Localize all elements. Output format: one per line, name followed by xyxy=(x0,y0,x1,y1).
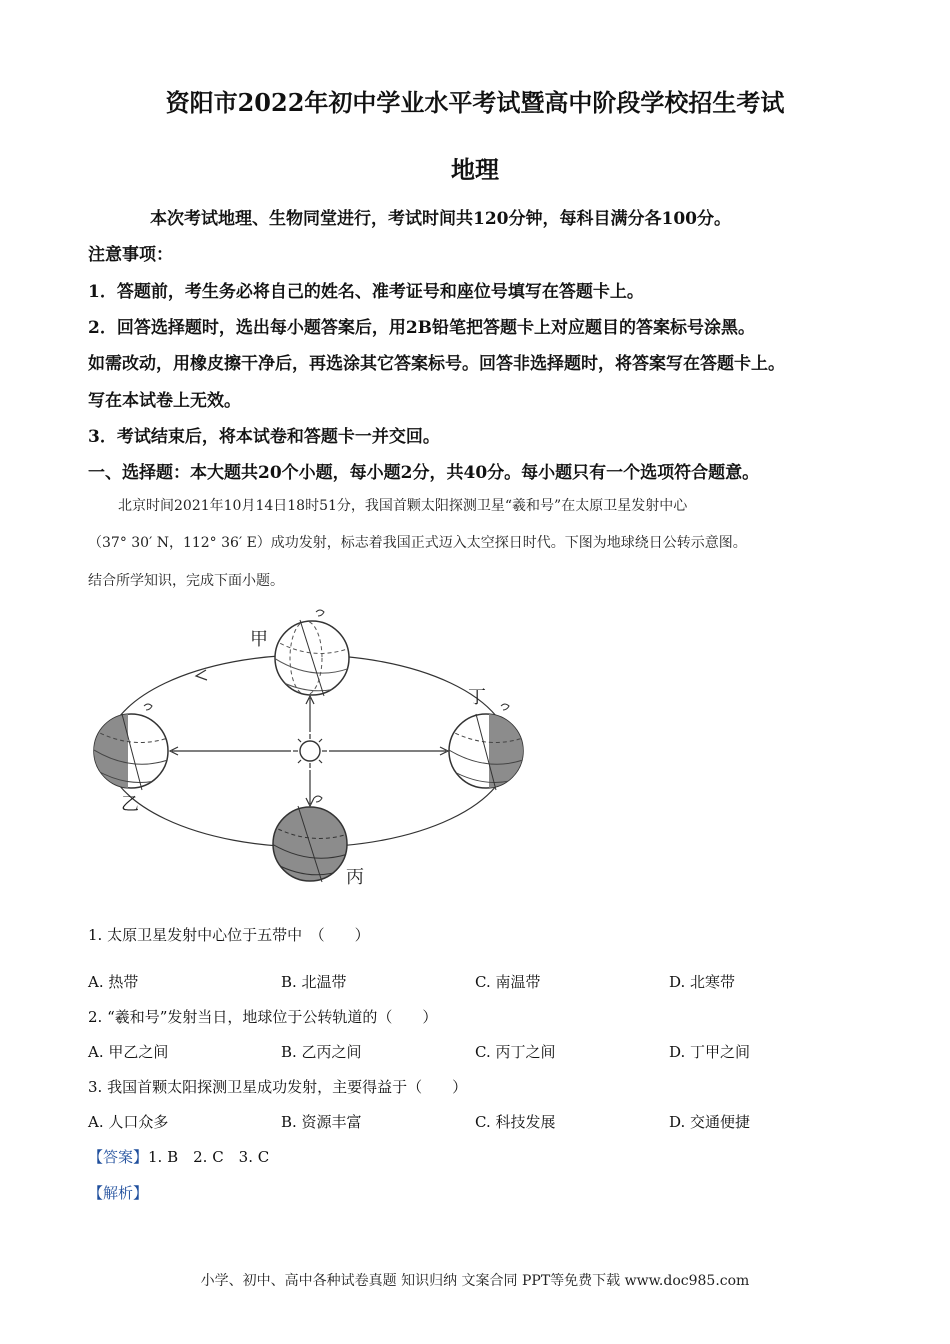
passage-line: 结合所学知识，完成下面小题。 xyxy=(88,573,284,589)
exam-intro: 本次考试地理、生物同堂进行，考试时间共120分钟，每科目满分各100分。 xyxy=(150,209,731,229)
option: D. 交通便捷 xyxy=(669,1113,751,1131)
option: B. 乙丙之间 xyxy=(281,1043,362,1061)
section-heading: 一、选择题：本大题共20个小题，每小题2分，共40分。每小题只有一个选项符合题意。 xyxy=(88,463,760,483)
note-item: 写在本试卷上无效。 xyxy=(88,391,241,411)
label-bing: 丙 xyxy=(346,867,364,888)
option: A. 甲乙之间 xyxy=(88,1043,169,1061)
note-item: 1．答题前，考生务必将自己的姓名、准考证号和座位号填写在答题卡上。 xyxy=(88,282,644,302)
note-item: 3．考试结束后，将本试卷和答题卡一并交回。 xyxy=(88,427,440,447)
note-item: 2．回答选择题时，选出每小题答案后，用2B铅笔把答题卡上对应题目的答案标号涂黑。 xyxy=(88,318,756,338)
option: B. 北温带 xyxy=(281,973,347,991)
notes-heading: 注意事项： xyxy=(88,245,173,265)
note-item: 如需改动，用橡皮擦干净后，再选涂其它答案标号。回答非选择题时，将答案写在答题卡上。 xyxy=(88,354,785,374)
passage-line: （37° 30′ N，112° 36′ E）成功发射，标志着我国正式迈入太空探日时代。下图为地球绕日公转示意图。 xyxy=(88,535,747,551)
option: D. 丁甲之间 xyxy=(669,1043,751,1061)
orbit-direction-arrow xyxy=(196,670,207,680)
option: D. 北寒带 xyxy=(669,973,736,991)
answer-line xyxy=(88,1146,269,1167)
sun-icon xyxy=(293,734,327,768)
option: C. 南温带 xyxy=(475,973,541,991)
answer-tag: 【答案】 xyxy=(88,1148,149,1166)
option: A. 热带 xyxy=(88,973,139,991)
option: B. 资源丰富 xyxy=(281,1113,362,1131)
passage-line: 北京时间2021年10月14日18时51分，我国首颗太阳探测卫星“羲和号”在太原卫星发射中心 xyxy=(118,498,688,514)
option: A. 人口众多 xyxy=(88,1113,169,1131)
earth-ding xyxy=(449,704,529,795)
option: C. 丙丁之间 xyxy=(475,1043,556,1061)
subject-title: 地理 xyxy=(451,155,499,184)
analysis-tag: 【解析】 xyxy=(88,1184,149,1202)
label-yi: 乙 xyxy=(121,794,139,815)
earth-jia xyxy=(274,610,350,696)
option: C. 科技发展 xyxy=(475,1113,556,1131)
label-ding: 丁 xyxy=(468,687,486,708)
question-stem: 2. “羲和号”发射当日，地球位于公转轨道的（ ） xyxy=(88,1008,438,1026)
earth-bing xyxy=(272,796,348,882)
earth-orbit-diagram xyxy=(88,600,538,895)
exam-title: 资阳市2022年初中学业水平考试暨高中阶段学校招生考试 xyxy=(165,88,785,117)
label-jia: 甲 xyxy=(250,629,268,650)
question-stem: 1. 太原卫星发射中心位于五带中 （ ） xyxy=(88,926,370,944)
answer-text: 1. B 2. C 3. C xyxy=(148,1148,270,1166)
question-stem: 3. 我国首颗太阳探测卫星成功发射，主要得益于（ ） xyxy=(88,1078,468,1096)
earth-yi xyxy=(88,704,168,795)
page-footer: 小学、初中、高中各种试卷真题 知识归纳 文案合同 PPT等免费下载 www.doc985.com xyxy=(200,1273,750,1289)
